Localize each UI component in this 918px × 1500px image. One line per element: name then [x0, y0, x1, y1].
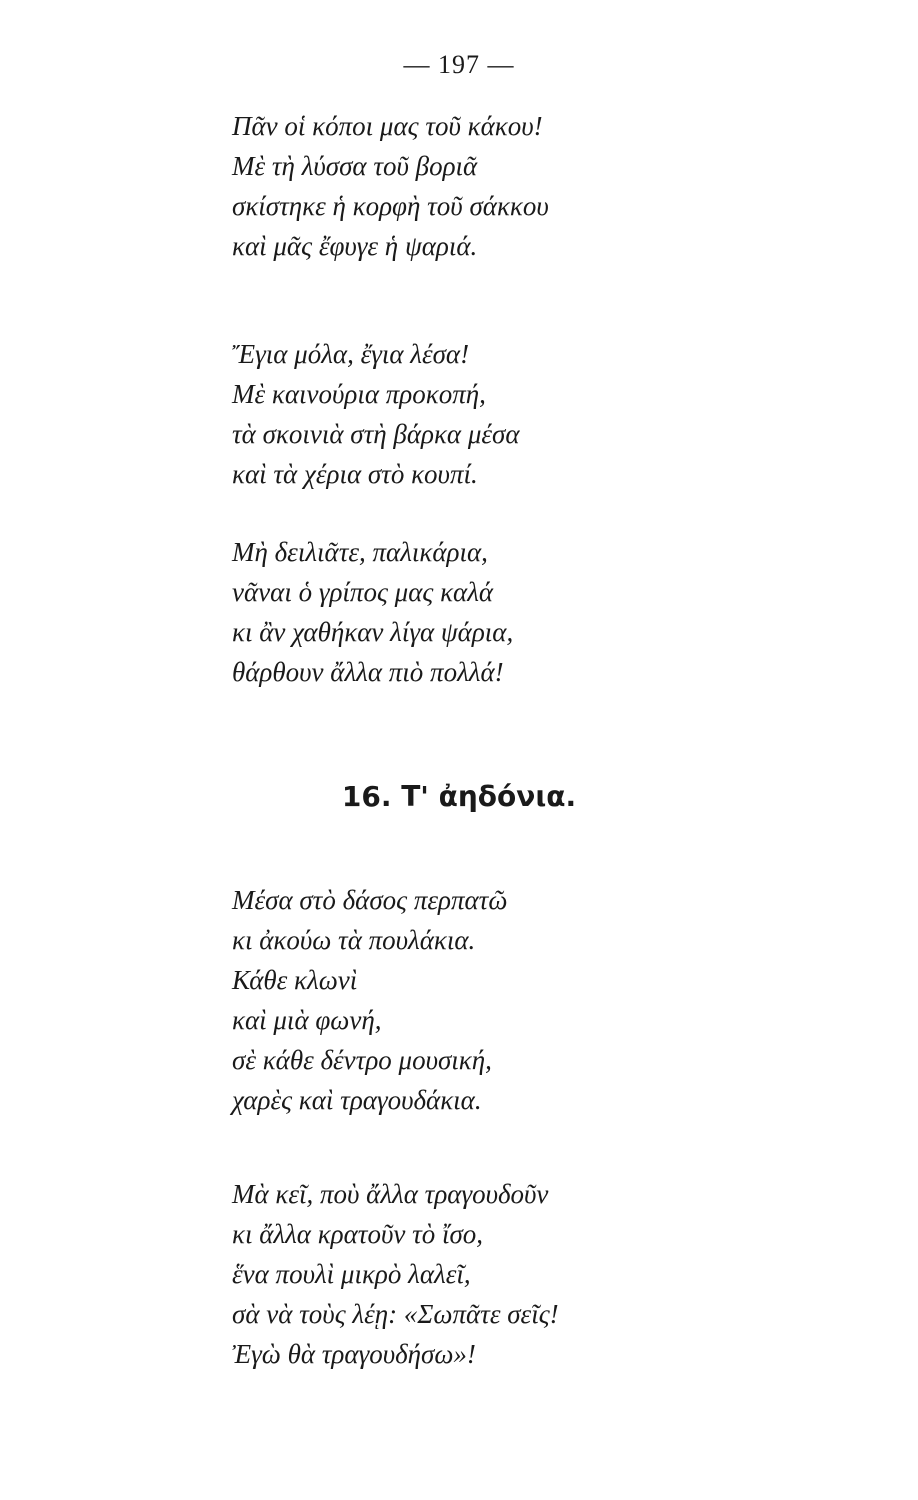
verse-line: σὰ νὰ τοὺς λέῃ: «Σωπᾶτε σεῖς! — [232, 1299, 559, 1329]
verse-line: χαρὲς καὶ τραγουδάκια. — [232, 1085, 482, 1115]
verse-line: Μὲ τὴ λύσσα τοῦ βοριᾶ — [232, 151, 478, 181]
verse-line: Πᾶν οἱ κόποι μας τοῦ κάκου! — [232, 111, 543, 141]
section-heading: 16. Τ' ἀηδόνια. — [341, 780, 577, 813]
verse-line: σὲ κάθε δέντρο μουσική, — [232, 1045, 492, 1075]
verse-line: καὶ μᾶς ἔφυγε ἡ ψαριά. — [232, 231, 478, 261]
verse-line: σκίστηκε ἡ κορφὴ τοῦ σάκκου — [232, 191, 549, 221]
verse-line: Μὴ δειλιᾶτε, παλικάρια, — [232, 537, 488, 567]
verse-line: τὰ σκοινιὰ στὴ βάρκα μέσα — [232, 419, 520, 449]
page-number: — 197 — — [403, 50, 515, 79]
stanza-5 — [232, 1174, 559, 1374]
verse-line: καὶ τὰ χέρια στὸ κουπί. — [232, 459, 478, 489]
stanza-2 — [232, 334, 520, 494]
stanza-3 — [232, 532, 513, 692]
stanza-1 — [232, 106, 549, 266]
verse-line: Μὲ καινούρια προκοπή, — [232, 379, 486, 409]
verse-line: κι ἂν χαθήκαν λίγα ψάρια, — [232, 617, 514, 647]
verse-line: Μέσα στὸ δάσος περπατῶ — [232, 885, 508, 915]
verse-line: καὶ μιὰ φωνή, — [232, 1005, 382, 1035]
verse-line: θάρθουν ἄλλα πιὸ πολλά! — [232, 657, 504, 687]
verse-line: Ἐγὼ θὰ τραγουδήσω»! — [232, 1339, 476, 1369]
verse-line: νᾶναι ὁ γρίπος μας καλά — [232, 577, 494, 607]
verse-line: κι ἀκούω τὰ πουλάκια. — [232, 925, 476, 955]
verse-line: Κάθε κλωνὶ — [232, 965, 358, 995]
verse-line: Ἔγια μόλα, ἔγια λέσα! — [232, 339, 470, 369]
verse-line: Μὰ κεῖ, ποὺ ἄλλα τραγουδοῦν — [232, 1179, 549, 1209]
verse-line: κι ἄλλα κρατοῦν τὸ ἴσο, — [232, 1219, 484, 1249]
stanza-4 — [232, 880, 507, 1120]
verse-line: ἕνα πουλὶ μικρὸ λαλεῖ, — [232, 1259, 471, 1289]
